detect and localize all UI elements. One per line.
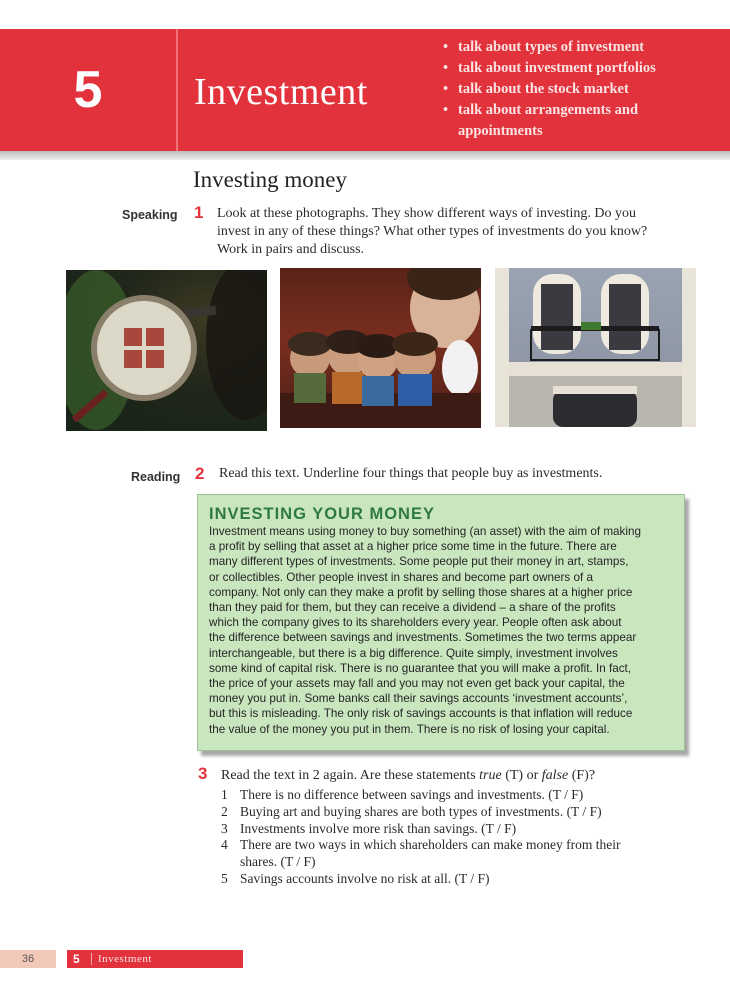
footer-unit-bar [67,950,243,968]
reading-text-box [197,494,685,751]
article-line: some kind of capital risk. There is no guarantee that you will make a profit. In fact, [209,661,632,675]
article-line: or collectibles. Other people invest in shares and become part owners of a [209,570,593,584]
exercise-number-3: 3 [198,764,208,783]
exercise-2-instruction: Read this text. Underline four things that people buy as investments. [219,466,603,481]
stamps-photo [66,270,267,431]
statement-item [221,871,691,888]
statement-text: Investments involve more risk than savings. (T / F) [240,820,517,836]
footer-unit-number: 5 [73,952,80,966]
section-title: Investing money [193,167,347,192]
instruction-false: false [541,768,569,783]
instruction-line: invest in any of these things? What other types of investments do you know? [217,224,648,239]
article-line: company. Not only can they make a profit by selling those shares at a higher price [209,585,633,599]
figurines-photo [280,268,481,428]
statement-text: There are two ways in which shareholders can make money from their shares. (T / F) [240,837,621,870]
article-line: money you put in. Some banks call their savings accounts ‘investment accounts’, [209,692,628,706]
unit-title: Investment [194,71,368,113]
statement-text: There is no difference between savings and investments. (T / F) [240,787,584,802]
statement-item [221,837,691,871]
page-number: 36 [21,953,35,965]
objective-item: • talk about arrangements and appointments [443,100,713,142]
true-false-statements [221,787,691,888]
stamps-illustration [66,270,267,431]
instruction-line: Look at these photographs. They show different ways of investing. Do you [217,206,637,221]
footer-unit-title: Investment [98,953,152,965]
article-line: than they paid for them, but they can receive a dividend – a share of the profits [209,601,616,615]
banner-divider [176,29,178,151]
statement-number: 2 [221,803,228,819]
statement-number: 3 [221,820,228,836]
figurines-illustration [280,268,481,428]
exercise-1-instruction [217,205,687,259]
objective-item: • talk about investment portfolios [443,58,713,79]
instruction-text: (F)? [568,768,596,783]
article-body [209,524,671,737]
skill-label-speaking: Speaking [122,208,178,222]
instruction-line: Work in pairs and discuss. [217,242,365,257]
instruction-text: (T) or [501,768,542,783]
statement-item [221,804,691,821]
instruction-text: Read the text in 2 again. Are these statements [221,768,480,783]
article-line: a profit by selling that asset at a higher price some time in the future. There are [209,540,617,554]
skill-label-reading: Reading [131,470,181,484]
article-line: which the company gives to its shareholders every year. People often ask about [209,616,622,630]
property-photo [495,268,696,427]
exercise-3-instruction [221,767,691,785]
statement-text: Buying art and buying shares are both types of investments. (T / F) [240,803,602,819]
exercise-number-2: 2 [195,464,205,483]
unit-objectives [443,37,713,142]
article-line: the value of the money you put in them. There is no risk of losing your capital. [209,722,610,736]
statement-number: 4 [221,837,228,853]
statement-number: 1 [221,787,228,802]
article-line: the price of your assets may fall and you may not even get back your capital, the [209,677,625,691]
article-line: the difference between savings and investments. Sometimes the two terms appear [209,631,637,645]
statement-item [221,787,691,804]
property-illustration [495,268,696,427]
instruction-true: true [479,768,502,783]
statement-number: 5 [221,870,228,886]
article-title: INVESTING YOUR MONEY [209,505,435,523]
objective-item: • talk about the stock market [443,79,713,100]
unit-number: 5 [73,61,103,119]
article-line: many different types of investments. Some people put their money in art, stamps, [209,555,629,569]
footer-divider [91,953,92,965]
banner-shadow [0,151,730,160]
article-line: but this is misleading. The only risk of savings accounts is that inflation will reduce [209,707,633,721]
article-line: Investment means using money to buy something (an asset) with the aim of making [209,525,641,538]
exercise-number-1: 1 [194,203,204,222]
objective-item: • talk about types of investment [443,37,713,58]
statement-text: Savings accounts involve no risk at all. (T / F) [240,870,490,886]
article-line: interchangeable, but there is a big difference. Quite simply, investment involves [209,646,618,660]
statement-item [221,821,691,838]
